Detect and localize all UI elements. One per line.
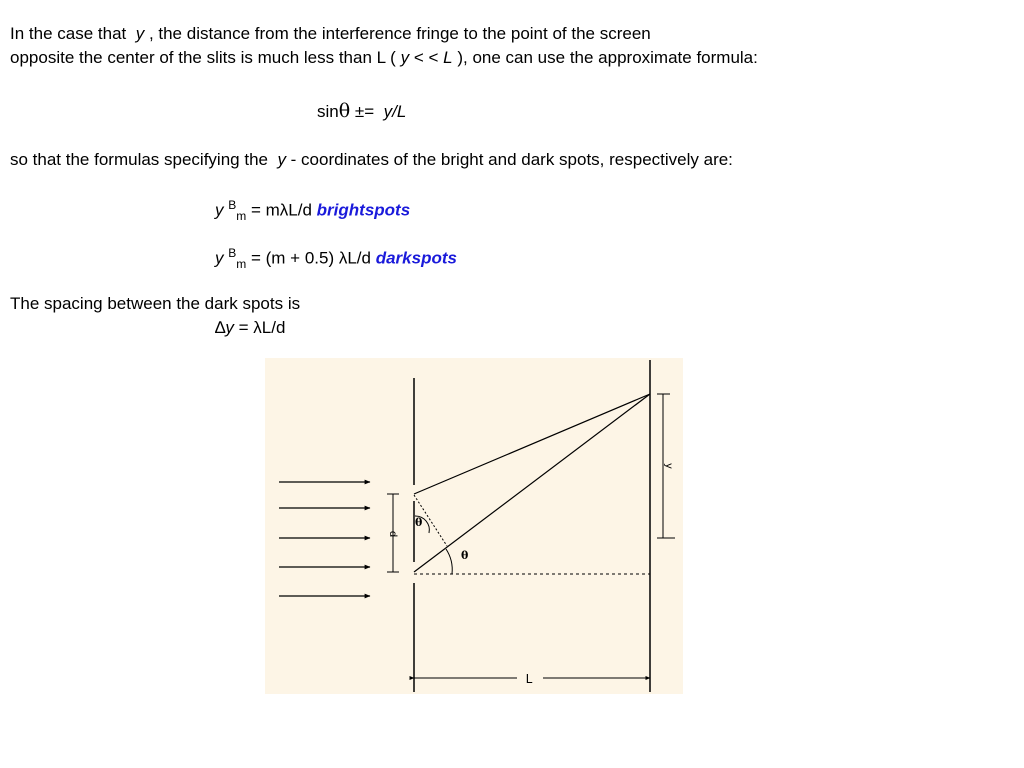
superscript-B: B [228,246,237,260]
spacing-formula [215,318,285,338]
theta-symbol: θ [338,100,351,122]
double-slit-diagram [265,358,683,694]
formulas-intro-a: so that the formulas specifying the [10,150,268,169]
d-label: d [387,530,398,538]
var-y: y [215,248,224,268]
var-y: y [135,24,145,43]
var-y: y [277,150,286,169]
formulas-intro-b: - coordinates of the bright and dark spots, respectively are: [290,150,733,169]
spacing-text: The spacing between the dark spots is [10,294,301,313]
var-L: L [443,48,453,67]
bright-formula [215,198,410,223]
spacing-equation: = λL/d [238,318,286,337]
theta-label-large: θ [461,549,469,562]
brightspots-label: brightspots [316,200,411,220]
subscript-m: m [236,209,247,224]
ratio-y-over-L: y/L [383,102,407,121]
intro-text-b: , the distance from the interference fringe to the point of the screen [148,24,651,43]
theta-label-small: θ [415,516,423,529]
L-label: L [525,672,533,686]
y-label: y [663,463,674,469]
sin-label: sin [317,102,339,121]
darkspots-label: darkspots [375,248,457,268]
subscript-m: m [236,257,247,272]
var-y: y [225,318,234,337]
intro-text-c: opposite the center of the slits is much less than L ( [10,48,396,67]
intro-line-2 [10,48,758,68]
intro-line-1 [10,24,651,44]
approx-formula [317,100,406,122]
var-y: y [215,200,224,220]
intro-text-d: ), one can use the approximate formula: [457,48,758,67]
intro-text-a: In the case that [10,24,127,43]
formulas-intro [10,150,733,170]
much-less-symbol: < < [413,48,439,67]
superscript-B: B [228,198,237,212]
approx-operator: ±= [354,102,375,121]
var-y: y [400,48,410,67]
dark-formula [215,246,457,271]
bright-equation: = mλL/d [250,200,312,220]
delta-symbol: ∆ [215,318,226,337]
dark-equation: = (m + 0.5) λL/d [250,248,371,268]
